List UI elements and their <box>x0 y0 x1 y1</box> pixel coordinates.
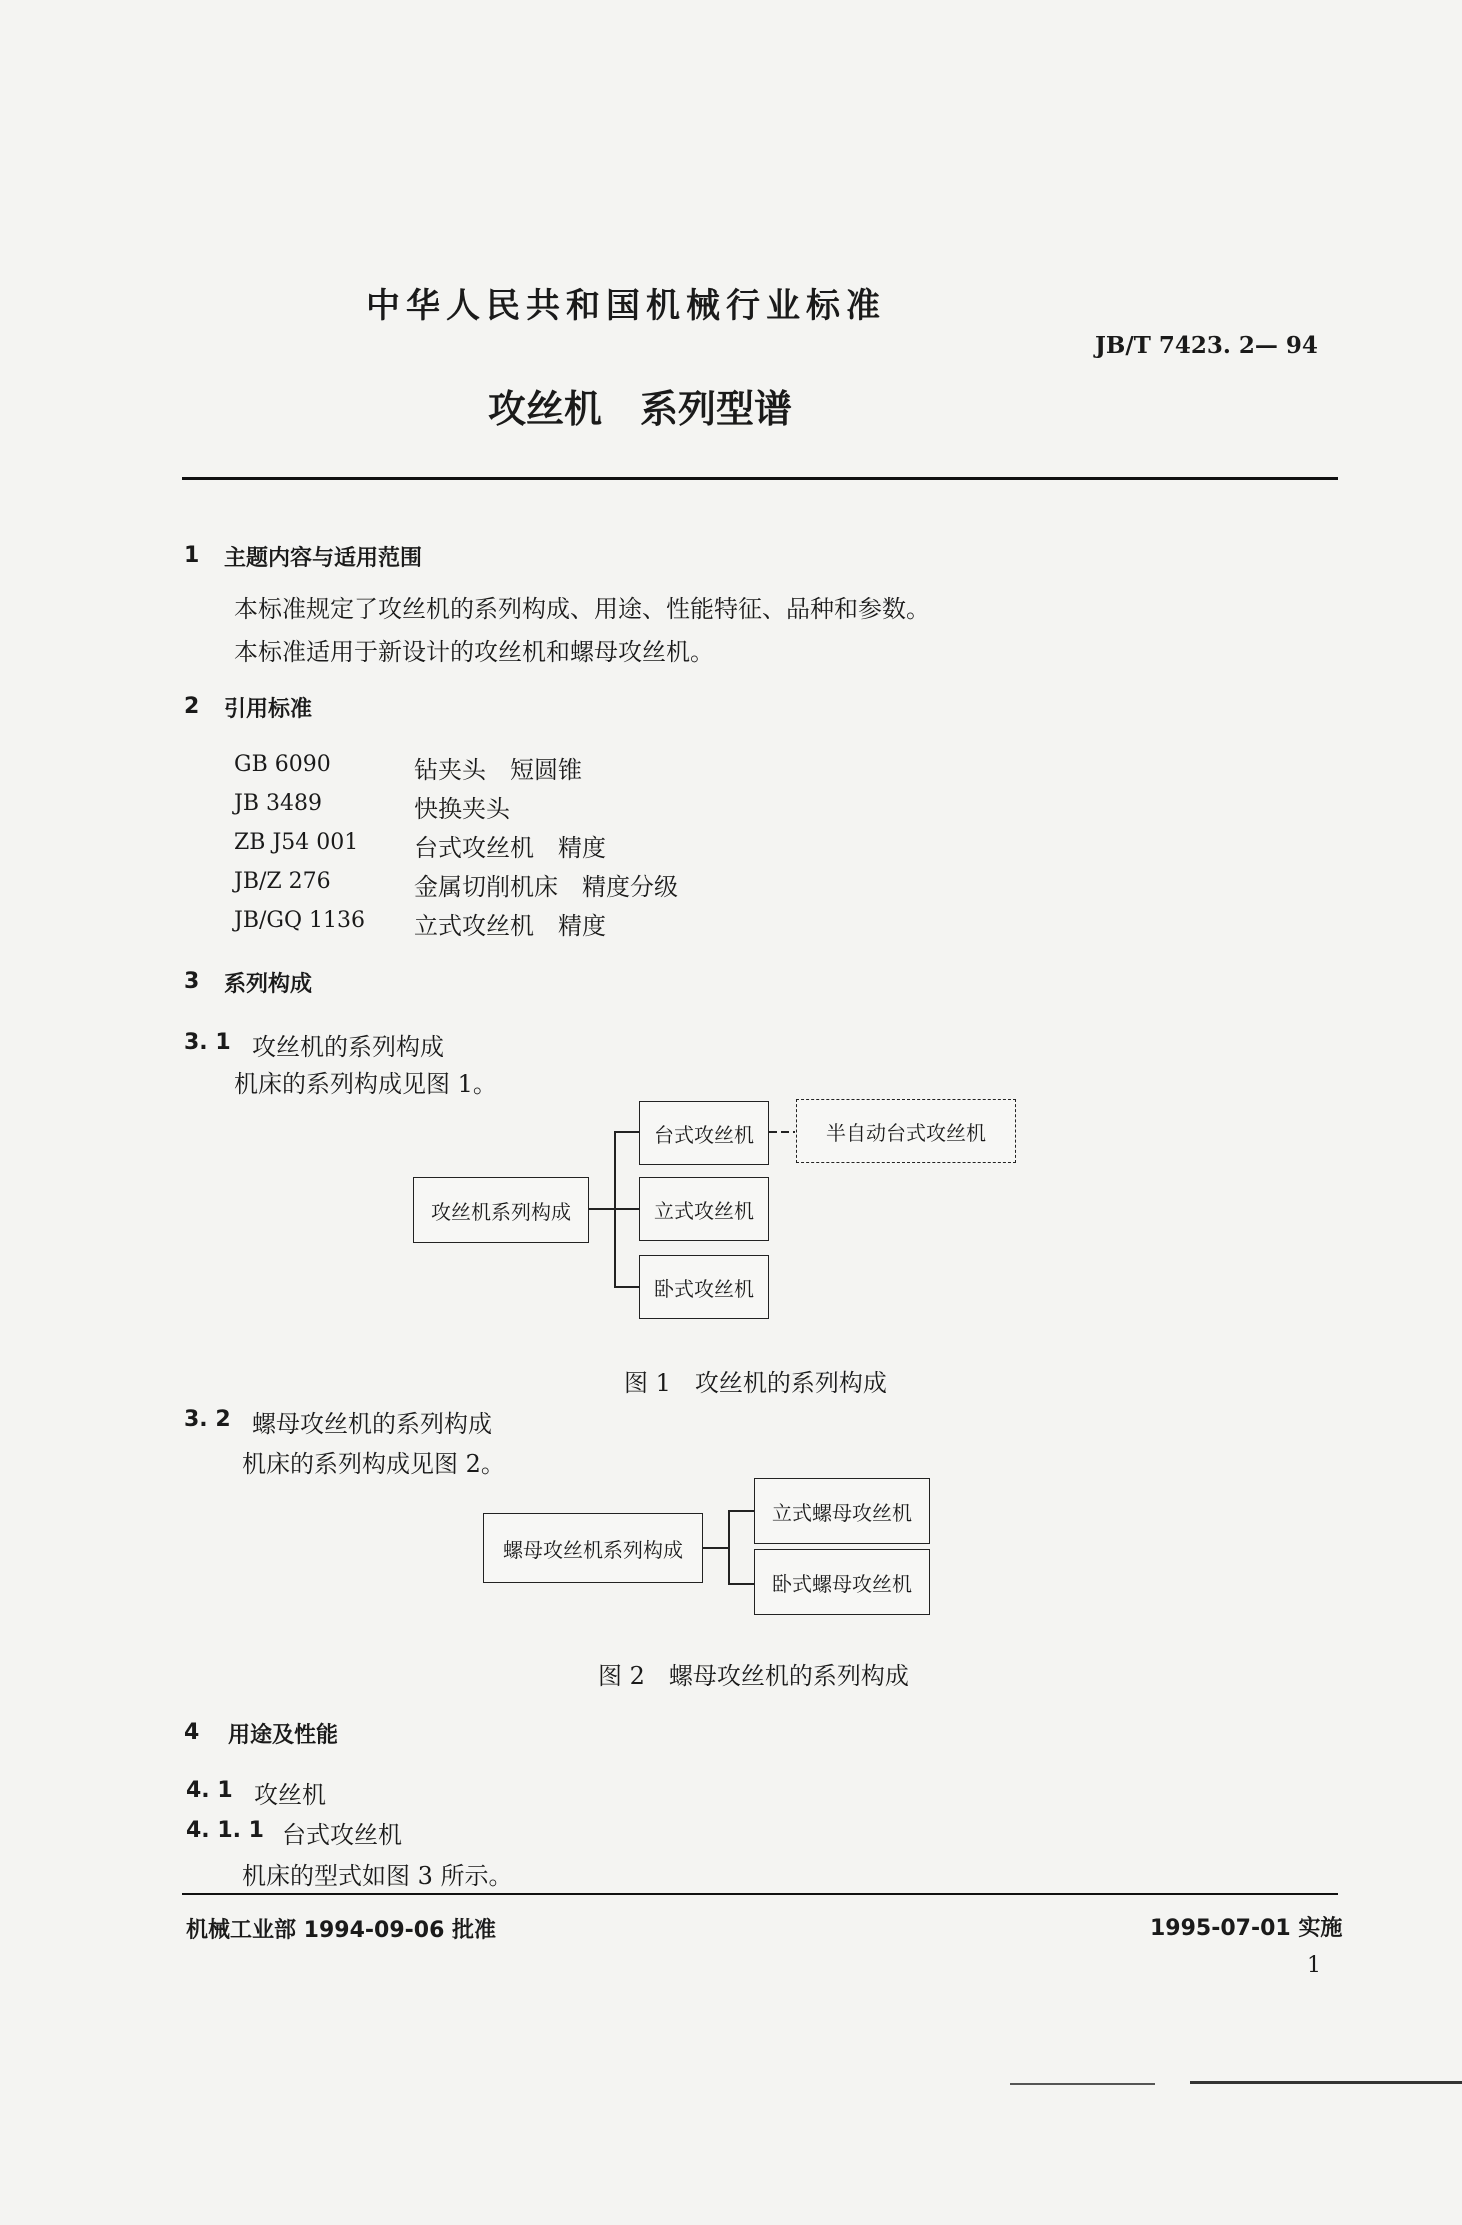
figure-caption: 图 1 攻丝机的系列构成 <box>624 1369 887 1397</box>
standard-org: 中华人民共和国机械行业标准 <box>366 286 886 326</box>
fig2-child-box: 立式螺母攻丝机 <box>754 1478 930 1544</box>
ref-code: JB/GQ 1136 <box>234 908 365 933</box>
section-number: 3 <box>184 969 200 994</box>
section-number: 2 <box>184 694 200 719</box>
fig1-child-box: 立式攻丝机 <box>639 1177 769 1241</box>
fig1-branch-2 <box>614 1208 639 1210</box>
ref-name: 立式攻丝机 精度 <box>414 912 606 940</box>
subsection-number: 3. 2 <box>184 1407 231 1432</box>
title-rule <box>182 477 1338 480</box>
subsection-heading: 台式攻丝机 <box>282 1821 402 1849</box>
fig2-child-box: 卧式螺母攻丝机 <box>754 1549 930 1615</box>
subsection-heading: 攻丝机 <box>254 1781 326 1809</box>
subsection-number: 4. 1 <box>186 1778 233 1803</box>
subsection-number: 4. 1. 1 <box>186 1818 264 1843</box>
section-number: 4 <box>184 1720 200 1745</box>
fig2-root-connector <box>703 1547 728 1549</box>
page-number: 1 <box>1307 1953 1321 1978</box>
fig1-root-box: 攻丝机系列构成 <box>413 1177 589 1243</box>
section-heading: 系列构成 <box>224 972 313 997</box>
ref-name: 钻夹头 短圆锥 <box>414 756 582 784</box>
ref-name: 金属切削机床 精度分级 <box>414 873 678 901</box>
document-title: 攻丝机 系列型谱 <box>488 387 793 431</box>
fig2-branch-2 <box>728 1583 754 1585</box>
section-heading: 用途及性能 <box>228 1723 339 1748</box>
ref-name: 台式攻丝机 精度 <box>414 834 606 862</box>
paragraph: 机床的系列构成见图 1。 <box>234 1070 497 1098</box>
fig1-extension-box: 半自动台式攻丝机 <box>796 1099 1016 1163</box>
fig2-bracket <box>728 1510 730 1584</box>
ref-code: GB 6090 <box>234 752 331 777</box>
approval-line: 机械工业部 1994-09-06 批准 <box>186 1918 497 1943</box>
subsection-heading: 攻丝机的系列构成 <box>252 1033 444 1061</box>
section-heading: 主题内容与适用范围 <box>224 546 423 571</box>
fig2-root-box: 螺母攻丝机系列构成 <box>483 1513 703 1583</box>
fig1-branch-1 <box>614 1131 639 1133</box>
subsection-number: 3. 1 <box>184 1030 231 1055</box>
ref-code: JB/Z 276 <box>234 869 331 894</box>
ref-name: 快换夹头 <box>414 795 510 823</box>
scan-line-artifact <box>1010 2083 1155 2085</box>
footer-rule <box>182 1893 1338 1895</box>
paragraph: 机床的型式如图 3 所示。 <box>242 1862 513 1890</box>
section-number: 1 <box>184 543 200 568</box>
section-heading: 引用标准 <box>224 697 313 722</box>
fig1-child-box: 台式攻丝机 <box>639 1101 769 1165</box>
figure-caption: 图 2 螺母攻丝机的系列构成 <box>598 1662 909 1690</box>
ref-code: JB 3489 <box>234 791 322 816</box>
fig1-child-box: 卧式攻丝机 <box>639 1255 769 1319</box>
paragraph: 本标准规定了攻丝机的系列构成、用途、性能特征、品种和参数。 <box>234 595 930 623</box>
fig2-branch-1 <box>728 1510 754 1512</box>
standard-number: JB/T 7423. 2— 94 <box>1095 332 1318 359</box>
subsection-heading: 螺母攻丝机的系列构成 <box>252 1410 492 1438</box>
paragraph: 本标准适用于新设计的攻丝机和螺母攻丝机。 <box>234 638 714 666</box>
fig1-branch-3 <box>614 1286 639 1288</box>
fig1-extension-connector <box>769 1131 795 1133</box>
effective-date: 1995-07-01 实施 <box>1150 1916 1343 1941</box>
scan-line-artifact <box>1190 2081 1462 2084</box>
paragraph: 机床的系列构成见图 2。 <box>242 1450 505 1478</box>
ref-code: ZB J54 001 <box>234 830 359 855</box>
fig1-root-connector <box>589 1208 614 1210</box>
